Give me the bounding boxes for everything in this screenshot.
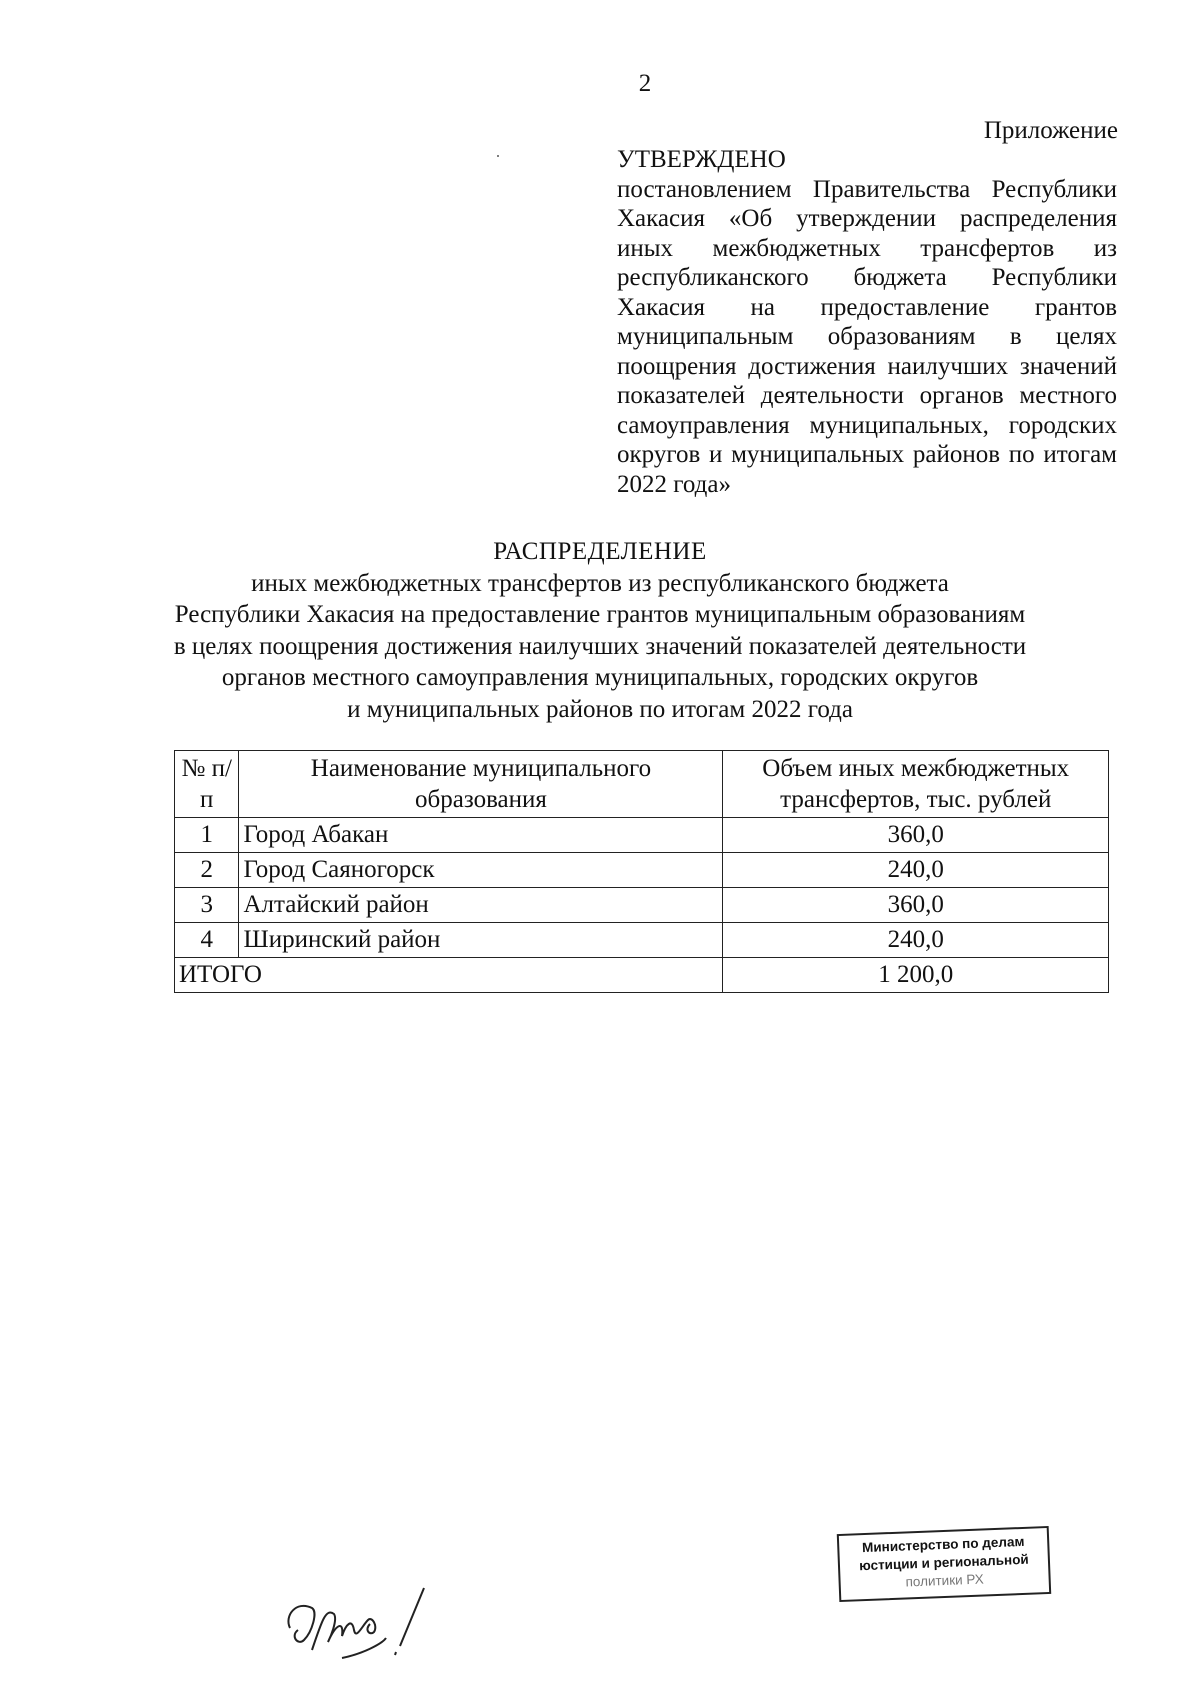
approval-block (617, 145, 1117, 499)
table-row (175, 818, 1109, 853)
handwritten-signature (282, 1580, 442, 1660)
row-num: 4 (175, 923, 239, 958)
scan-dot (497, 155, 499, 157)
row-num: 2 (175, 853, 239, 888)
heading-line: в целях поощрения достижения наилучших значений показателей деятельности (173, 632, 1027, 660)
heading-line: и муниципальных районов по итогам 2022 года (347, 695, 853, 723)
row-name: Ширинский район (239, 923, 723, 958)
stamp-line: Министерство по делам (861, 1533, 1025, 1556)
row-name: Алтайский район (239, 888, 723, 923)
table-row (175, 853, 1109, 888)
header-amount: Объем иных межбюджетных трансфертов, тыс. рублей (723, 751, 1109, 818)
header-name: Наименование муниципального образования (239, 751, 723, 818)
row-num: 1 (175, 818, 239, 853)
total-label: ИТОГО (175, 958, 723, 993)
stamp-line: юстиции и региональной (858, 1551, 1029, 1574)
heading-line: иных межбюджетных трансфертов из республиканского бюджета (251, 569, 949, 597)
row-amount: 360,0 (723, 888, 1109, 923)
table-total-row (175, 958, 1109, 993)
distribution-table (174, 750, 1109, 993)
appendix-label: Приложение (983, 117, 1118, 144)
approval-text: постановлением Правительства Республики Хакасия «Об утверждении распределения иных межбюджетных трансфертов из республиканского бюджета Республики Хакасия на предоставление грантов муниципальным образованиям в целях поощрения достижения наилучших значений показателей деятельности органов местного самоуправления муниципальных, городских округов и муниципальных районов по итогам 2022 года» (617, 175, 1117, 498)
stamp-line: политики РХ (905, 1571, 985, 1590)
row-name: Город Абакан (239, 818, 723, 853)
row-amount: 360,0 (723, 818, 1109, 853)
table-header-row (175, 751, 1109, 818)
heading-line: Республики Хакасия на предоставление грантов муниципальным образованиям (174, 601, 1026, 628)
approved-word: УТВЕРЖДЕНО (617, 146, 786, 173)
header-num: № п/п (175, 751, 239, 818)
page-number: 2 (638, 70, 652, 97)
row-amount: 240,0 (723, 853, 1109, 888)
heading-line: органов местного самоуправления муниципальных, городских округов (221, 664, 979, 691)
document-heading (0, 536, 1200, 725)
ministry-stamp (837, 1526, 1051, 1602)
row-amount: 240,0 (723, 923, 1109, 958)
heading-title: РАСПРЕДЕЛЕНИЕ (493, 538, 707, 565)
table-row (175, 888, 1109, 923)
total-amount: 1 200,0 (723, 958, 1109, 993)
row-num: 3 (175, 888, 239, 923)
table-row (175, 923, 1109, 958)
row-name: Город Саяногорск (239, 853, 723, 888)
